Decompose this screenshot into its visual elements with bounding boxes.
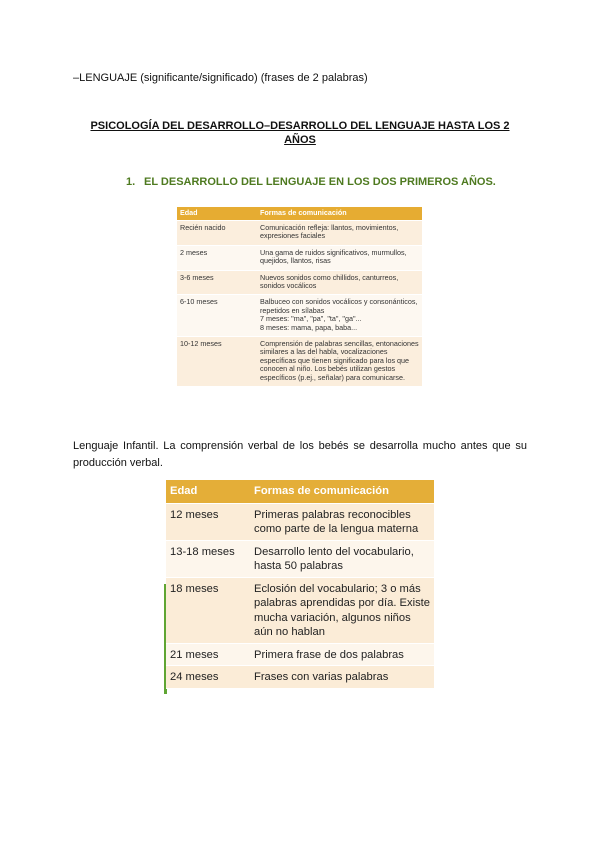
table-row xyxy=(177,270,422,295)
header-line: –LENGUAJE (significante/significado) (frases de 2 palabras) xyxy=(73,72,368,84)
forms-cell: Frases con varias palabras xyxy=(250,666,434,689)
communication-table-0-12-months xyxy=(177,207,422,387)
table-row xyxy=(177,337,422,387)
table-row xyxy=(166,643,434,666)
age-cell: 10-12 meses xyxy=(177,337,257,387)
table-row xyxy=(177,221,422,246)
age-cell: 2 meses xyxy=(177,245,257,270)
age-cell: 21 meses xyxy=(166,643,250,666)
section-heading-text: EL DESARROLLO DEL LENGUAJE EN LOS DOS PRIMEROS AÑOS. xyxy=(144,176,496,188)
forms-cell: Desarrollo lento del vocabulario, hasta 50 palabras xyxy=(250,540,434,577)
table1-header-age: Edad xyxy=(177,207,257,221)
age-cell: 18 meses xyxy=(166,577,250,643)
age-cell: 6-10 meses xyxy=(177,295,257,337)
age-cell: 13-18 meses xyxy=(166,540,250,577)
forms-cell: Nuevos sonidos como chillidos, canturreos, sonidos vocálicos xyxy=(257,270,422,295)
age-cell: Recién nacido xyxy=(177,221,257,246)
table2-header-age: Edad xyxy=(166,480,250,503)
table2-header-forms: Formas de comunicación xyxy=(250,480,434,503)
age-cell: 3-6 meses xyxy=(177,270,257,295)
forms-cell: Comprensión de palabras sencillas, entonaciones similares a las del habla, vocalizaciones específicas que tienen significado para los que conocen al niño. Los bebés utilizan gestos específicos (p.ej., señalar) para comunicarse. xyxy=(257,337,422,387)
section-heading xyxy=(126,176,496,188)
forms-cell: Primeras palabras reconocibles como parte de la lengua materna xyxy=(250,503,434,540)
forms-cell: Una gama de ruidos significativos, murmullos, quejidos, llantos, risas xyxy=(257,245,422,270)
table-row xyxy=(166,666,434,689)
table1-header-forms: Formas de comunicación xyxy=(257,207,422,221)
forms-cell: Eclosión del vocabulario; 3 o más palabras aprendidas por día. Existe mucha variación, algunos niños aún no hablan xyxy=(250,577,434,643)
forms-cell: Primera frase de dos palabras xyxy=(250,643,434,666)
table-row xyxy=(166,540,434,577)
section-number: 1. xyxy=(126,176,136,188)
document-title: PSICOLOGÍA DEL DESARROLLO–DESARROLLO DEL LENGUAJE HASTA LOS 2 AÑOS xyxy=(90,120,510,146)
age-cell: 24 meses xyxy=(166,666,250,689)
intro-paragraph: Lenguaje Infantil. La comprensión verbal de los bebés se desarrolla mucho antes que su producción verbal. xyxy=(73,440,527,469)
age-cell: 12 meses xyxy=(166,503,250,540)
table-row xyxy=(177,245,422,270)
forms-cell: Balbuceo con sonidos vocálicos y consonánticos, repetidos en sílabas 7 meses: "ma", "pa", "ta", "ga"... 8 meses: mama, papa, baba... xyxy=(257,295,422,337)
table-row xyxy=(177,295,422,337)
forms-cell: Comunicación refleja: llantos, movimientos, expresiones faciales xyxy=(257,221,422,246)
table-row xyxy=(166,577,434,643)
communication-table-12-24-months xyxy=(166,480,434,689)
table-row xyxy=(166,503,434,540)
